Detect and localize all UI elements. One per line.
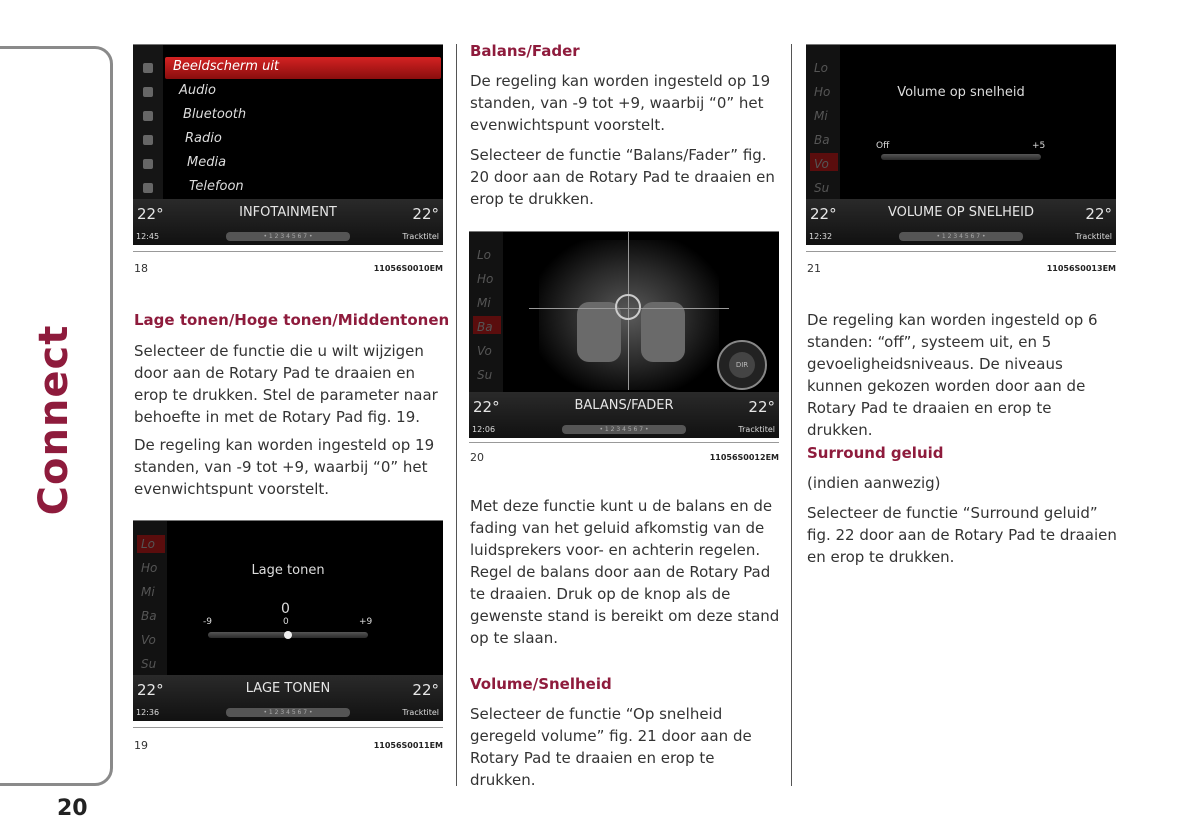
track-title: Tracktitel <box>402 708 439 717</box>
ghost-item: Lo <box>477 248 492 262</box>
figure-number: 20 <box>470 451 484 464</box>
preset-strip: • 1 2 3 4 5 6 7 • <box>226 232 350 241</box>
chapter-title: Connect <box>31 324 77 516</box>
seat-right-shape <box>641 302 685 362</box>
section-heading: Lage tonen/Hoge tonen/Middentonen <box>134 311 450 329</box>
status-bar <box>806 199 1116 245</box>
clock: 12:45 <box>136 232 160 241</box>
rotary-pad-center: DIR <box>729 352 755 378</box>
rotary-pad-icon <box>717 340 767 390</box>
ghost-item: Su <box>814 181 830 195</box>
temp-right: 22° <box>1085 205 1112 223</box>
screen-title: LAGE TONEN <box>245 681 331 696</box>
caption-rule <box>133 727 443 728</box>
status-bar <box>469 392 779 438</box>
paragraph: De regeling kan worden ingesteld op 19 standen, van -9 tot +9, waarbij “0” het evenwichtspunt voorstelt. <box>134 436 435 498</box>
section-heading: Volume/Snelheid <box>470 675 612 693</box>
status-bar <box>133 675 443 721</box>
bluetooth-icon <box>143 111 153 121</box>
figure-19-screen <box>133 520 443 721</box>
figure-number: 19 <box>134 739 148 752</box>
ghost-item: Lo <box>814 61 829 75</box>
audio-icon <box>143 87 153 97</box>
figure-21-screen <box>806 44 1116 245</box>
caption-rule <box>469 442 779 443</box>
paragraph: De regeling kan worden ingesteld op 19 standen, van -9 tot +9, waarbij “0” het evenwichtspunt voorstelt. <box>470 72 771 134</box>
ghost-item: Vo <box>814 157 829 171</box>
phone-icon <box>143 183 153 193</box>
radio-icon <box>143 135 153 145</box>
ghost-item: Vo <box>141 633 156 647</box>
temp-right: 22° <box>412 205 439 223</box>
ghost-item: Ba <box>477 320 493 334</box>
menu-item: Bluetooth <box>183 107 247 122</box>
volume-speed-slider-track <box>881 154 1041 160</box>
ghost-item: Ba <box>141 609 157 623</box>
preset-strip: • 1 2 3 4 5 6 7 • <box>226 708 350 717</box>
figure-code: 11056S0013EM <box>1046 264 1116 273</box>
temp-left: 22° <box>810 205 837 223</box>
column-divider <box>456 44 457 786</box>
track-title: Tracktitel <box>1075 232 1112 241</box>
figure-code: 11056S0010EM <box>373 264 443 273</box>
seat-left-shape <box>577 302 621 362</box>
temp-left: 22° <box>473 398 500 416</box>
screen-title: INFOTAINMENT <box>239 205 337 220</box>
paragraph: Selecteer de functie die u wilt wijzigen door aan de Rotary Pad te draaien en erop te drukken. Stel de parameter naar behoefte in met de Rotary Pad fig. 19. <box>134 342 438 426</box>
paragraph: Met deze functie kunt u de balans en de fading van het geluid afkomstig van de luidsprekers voor- en achterin regelen. Regel de balans door aan de Rotary Pad te draaien. Druk op de knop als de gewenste stand is bereikt om deze stand op te slaan. <box>470 497 780 647</box>
menu-item: Beeldscherm uit <box>173 59 280 74</box>
media-icon <box>143 159 153 169</box>
bass-slider-knob <box>284 631 292 639</box>
page-number: 20 <box>57 796 88 821</box>
menu-item: Telefoon <box>189 179 244 194</box>
column-divider <box>791 44 792 786</box>
menu-item: Radio <box>185 131 222 146</box>
menu-item: Audio <box>179 83 216 98</box>
paragraph: Selecteer de functie “Op snelheid geregeld volume” fig. 21 door aan de Rotary Pad te draaien en erop te drukken. <box>470 705 752 789</box>
slider-max: +5 <box>1032 141 1046 151</box>
temp-right: 22° <box>412 681 439 699</box>
preset-strip: • 1 2 3 4 5 6 7 • <box>562 425 686 434</box>
ghost-item: Su <box>141 657 157 671</box>
screen-title: VOLUME OP SNELHEID <box>887 205 1035 220</box>
section-heading: Surround geluid <box>807 444 944 462</box>
ghost-item: Mi <box>477 296 491 310</box>
temp-right: 22° <box>748 398 775 416</box>
ghost-item: Vo <box>477 344 492 358</box>
preset-strip: • 1 2 3 4 5 6 7 • <box>899 232 1023 241</box>
paragraph: Selecteer de functie “Surround geluid” fig. 22 door aan de Rotary Pad te draaien en erop te drukken. <box>807 504 1117 566</box>
figure-number: 21 <box>807 262 821 275</box>
figure-20-screen <box>469 231 779 438</box>
track-title: Tracktitel <box>402 232 439 241</box>
ghost-item: Ho <box>814 85 831 99</box>
ghost-item: Su <box>477 368 493 382</box>
display-icon <box>143 63 153 73</box>
figure-code: 11056S0011EM <box>373 741 443 750</box>
slider-max: +9 <box>359 617 373 627</box>
section-heading: Balans/Fader <box>470 42 580 60</box>
balance-target-icon <box>615 294 641 320</box>
figure-18-screen <box>133 44 443 245</box>
paragraph: Selecteer de functie “Balans/Fader” fig. 20 door aan de Rotary Pad te draaien en erop te drukken. <box>470 146 775 208</box>
caption-rule <box>806 251 1116 252</box>
ghost-item: Mi <box>141 585 155 599</box>
ghost-item: Lo <box>141 537 156 551</box>
setting-value: 0 <box>281 601 290 617</box>
setting-label: Lage tonen <box>251 563 325 578</box>
clock: 12:06 <box>472 425 496 434</box>
slider-min: Off <box>876 141 890 151</box>
ghost-item: Ho <box>477 272 494 286</box>
status-bar <box>133 199 443 245</box>
paragraph-note: (indien aanwezig) <box>807 474 941 492</box>
figure-code: 11056S0012EM <box>709 453 779 462</box>
figure-number: 18 <box>134 262 148 275</box>
menu-item: Media <box>187 155 227 170</box>
caption-rule <box>133 251 443 252</box>
ghost-item: Ho <box>141 561 158 575</box>
slider-mid: 0 <box>283 617 289 627</box>
slider-min: -9 <box>203 617 212 627</box>
track-title: Tracktitel <box>738 425 775 434</box>
clock: 12:32 <box>809 232 833 241</box>
setting-label: Volume op snelheid <box>897 85 1025 100</box>
temp-left: 22° <box>137 681 164 699</box>
clock: 12:36 <box>136 708 160 717</box>
ghost-item: Mi <box>814 109 828 123</box>
screen-title: BALANS/FADER <box>574 398 674 413</box>
ghost-item: Ba <box>814 133 830 147</box>
temp-left: 22° <box>137 205 164 223</box>
paragraph: De regeling kan worden ingesteld op 6 standen: “off”, systeem uit, en 5 gevoeligheidsniveaus. De niveaus kunnen gekozen worden door aan de Rotary Pad te draaien en erop te drukken. <box>807 311 1098 439</box>
